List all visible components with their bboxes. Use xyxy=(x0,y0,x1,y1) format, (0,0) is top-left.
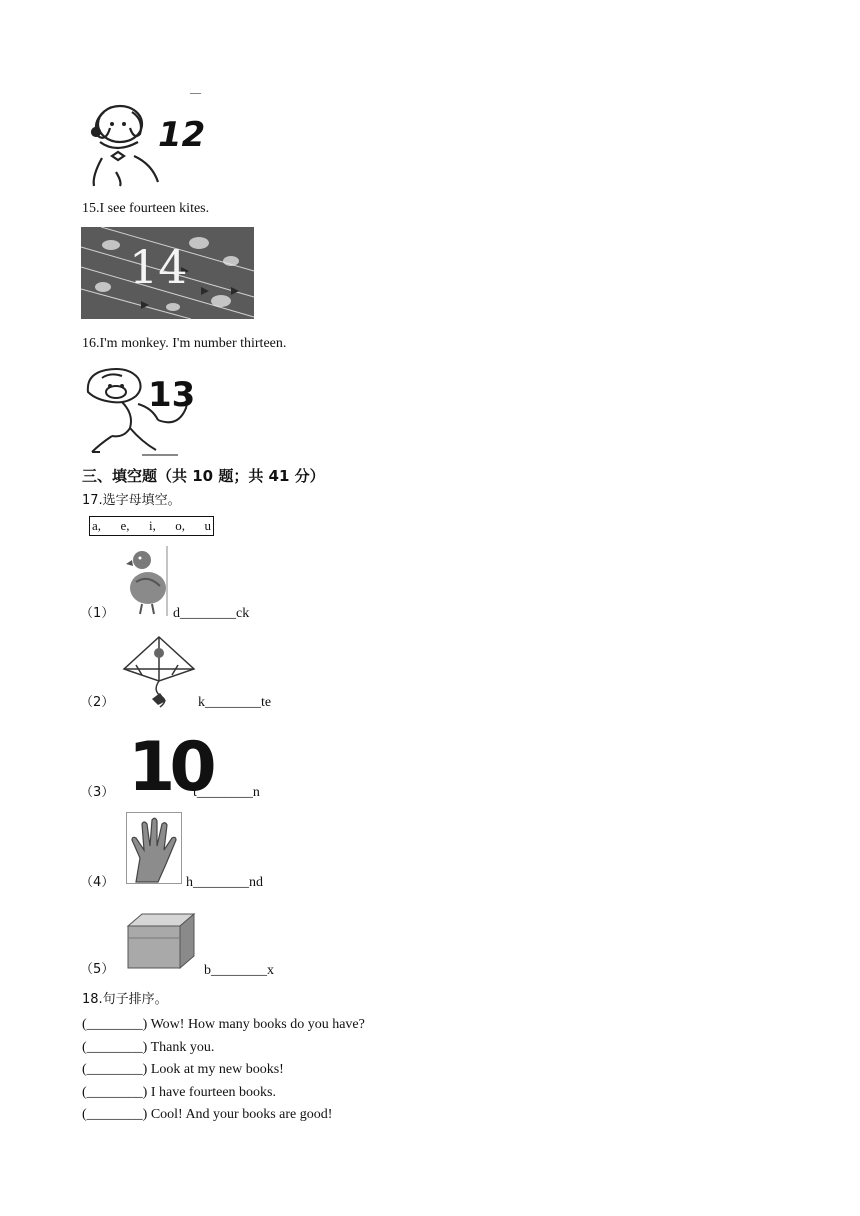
dash-mark: — xyxy=(190,87,201,99)
letter-choice: o, xyxy=(175,518,186,533)
letter-choice: a, xyxy=(92,518,102,533)
question-15: 15.I see fourteen kites. xyxy=(82,201,210,216)
blank-word-duck: d________ck xyxy=(173,606,250,621)
item-number: （5） xyxy=(80,962,115,977)
letter-choice-box xyxy=(89,516,214,536)
blank-word-kite: k________te xyxy=(198,695,272,710)
blank-word-hand: h________nd xyxy=(186,875,263,890)
hand-icon xyxy=(126,812,182,884)
order-blank[interactable]: (________) xyxy=(82,1107,148,1122)
order-sentence: Wow! How many books do you have? xyxy=(147,1017,365,1032)
dog-number-label: 12 xyxy=(158,115,206,155)
letter-choice: u xyxy=(204,518,211,533)
order-sentence: Thank you. xyxy=(147,1040,215,1055)
ordering-line xyxy=(82,1061,284,1079)
monkey-number-label: 13 xyxy=(148,375,196,415)
number-ten-icon xyxy=(128,726,211,807)
blank-word-box: b________x xyxy=(204,963,274,978)
order-blank[interactable]: (________) xyxy=(82,1062,148,1077)
order-sentence: I have fourteen books. xyxy=(147,1085,277,1100)
kite-icon xyxy=(122,635,196,709)
ordering-line xyxy=(82,1084,276,1102)
question-18: 18.句子排序。 xyxy=(82,992,168,1007)
order-blank[interactable]: (________) xyxy=(82,1085,148,1100)
ordering-line xyxy=(82,1016,365,1034)
order-blank[interactable]: (________) xyxy=(82,1040,148,1055)
dog-number-twelve-image xyxy=(82,98,206,186)
ordering-line xyxy=(82,1039,214,1057)
question-17: 17.选字母填空。 xyxy=(82,493,181,508)
letter-choice: e, xyxy=(120,518,130,533)
question-16: 16.I'm monkey. I'm number thirteen. xyxy=(82,336,287,351)
ten-picture-label: 10 xyxy=(128,728,211,807)
item-number: （2） xyxy=(80,695,115,710)
box-icon xyxy=(126,912,196,970)
order-sentence: Look at my new books! xyxy=(147,1062,284,1077)
blank-word-ten: t________n xyxy=(193,785,260,800)
order-sentence: Cool! And your books are good! xyxy=(147,1107,333,1122)
kites-number-label: 14 xyxy=(129,240,188,294)
kites-fourteen-image xyxy=(81,227,254,319)
duck-icon xyxy=(126,546,170,616)
item-number: （3） xyxy=(80,785,115,800)
ordering-line xyxy=(82,1106,332,1124)
item-number: （1） xyxy=(80,606,115,621)
section-title: 三、填空题（共 10 题；共 41 分） xyxy=(82,467,325,485)
item-number: （4） xyxy=(80,875,115,890)
letter-choice: i, xyxy=(148,518,156,533)
order-blank[interactable]: (________) xyxy=(82,1017,148,1032)
monkey-number-thirteen-image xyxy=(82,364,196,456)
